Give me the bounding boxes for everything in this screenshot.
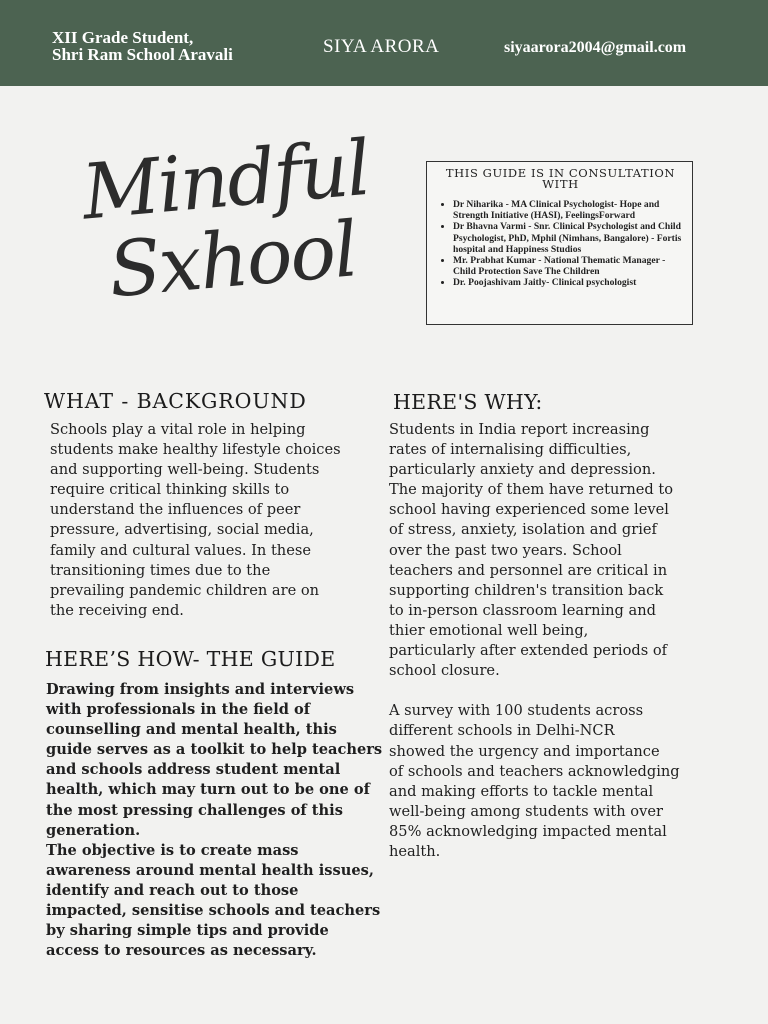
header-bar [0,0,768,86]
what-body: Schools play a vital role in helping students make healthy lifestyle choices and supporting well-being. Students require critical thinking skills to understand the influences of peer pressure, advertising, social media, family and cultural values. In these transitioning times due to the prevailing pandemic children are on the receiving end. [50,421,341,619]
consultant-item: • Dr. Poojashivam Jaitly- Clinical psychologist [453,277,686,288]
student-school: Shri Ram School Aravali [52,45,233,64]
consultation-box [426,161,693,325]
page-title [78,122,381,315]
why-body: Students in India report increasing rates of internalising difficulties, particularly anxiety and depression. The majority of them have returned to school having experienced some level of stress, anxiety, isolation and grief over the past two years. School teachers and personnel are critical in supporting children's transition back to in-person classroom learning and thier emotional well being, particularly after extended periods of school closure. A survey with 100 students across different schools in Delhi-NCR showed the urgency and importance of schools and teachers acknowledging and making efforts to tackle mental well-being among students with over 85% acknowledging impacted mental health. [389,421,680,860]
author-name: SIYA ARORA [323,36,440,57]
consultant-item: • Dr Bhavna Varmi - Snr. Clinical Psychologist and Child Psychologist, PhD, Mphil (Nimhans, Bangalore) - Fortis hospital and Happiness Studios [453,221,686,255]
consultant-list [435,199,686,289]
consultation-heading: THIS GUIDE IS IN CONSULTATION WITH [445,166,676,191]
title-line-2: Sxhool [105,204,360,315]
why-heading: HERE'S WHY: [393,390,543,414]
how-heading: HERE’S HOW- THE GUIDE [45,647,336,671]
what-heading: WHAT - BACKGROUND [44,389,307,413]
consultant-item: • Mr. Prabhat Kumar - National Thematic Manager - Child Protection Save The Children [453,255,686,277]
how-body: Drawing from insights and interviews with professionals in the field of counselling and mental health, this guide serves as a toolkit to help teachers and schools address student mental health, which may turn out to be one of the most pressing challenges of this generation. The objective is to create mass awareness around mental health issues, identify and reach out to those impacted, sensitise schools and teachers by sharing simple tips and provide access to resources as necessary. [46,681,383,960]
student-grade: XII Grade Student, [52,28,194,47]
student-info [52,29,233,63]
title-line-1: Mindful [78,122,373,237]
author-email: siyaarora2004@gmail.com [504,39,687,56]
consultant-item: • Dr Niharika - MA Clinical Psychologist- Hope and Strength Initiative (HASI), FeelingsForward [453,199,686,221]
